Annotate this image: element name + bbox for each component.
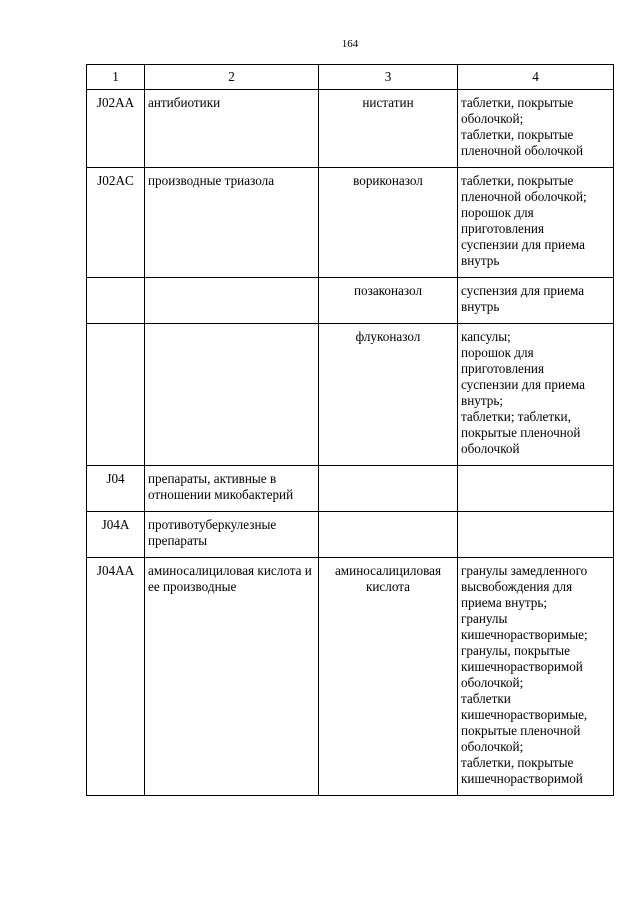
table-row <box>87 466 614 512</box>
column-header-2: 2 <box>145 65 319 90</box>
dosage-form-cell <box>458 466 614 512</box>
drug-name-cell: аминосалициловая кислота <box>319 558 458 796</box>
group-name-cell: аминосалициловая кислота и ее производные <box>145 558 319 796</box>
table-header-row <box>87 65 614 90</box>
drug-name-cell <box>319 466 458 512</box>
group-name-cell <box>145 324 319 466</box>
atc-code-cell <box>87 278 145 324</box>
atc-code-cell: J02AC <box>87 168 145 278</box>
atc-code-cell: J02AA <box>87 90 145 168</box>
column-header-4: 4 <box>458 65 614 90</box>
dosage-form-cell: гранулы замедленного высвобождения для приема внутрь; гранулы кишечнорастворимые; гранулы, покрытые кишечнорастворимой оболочкой; таблетки кишечнорастворимые, покрытые пленочной оболочкой; таблетки, покрытые кишечнорастворимой <box>458 558 614 796</box>
table-row <box>87 558 614 796</box>
drug-name-cell <box>319 512 458 558</box>
group-name-cell <box>145 278 319 324</box>
dosage-form-cell: таблетки, покрытые оболочкой; таблетки, покрытые пленочной оболочкой <box>458 90 614 168</box>
drug-name-cell: вориконазол <box>319 168 458 278</box>
page-number: 164 <box>341 38 359 50</box>
atc-code-cell <box>87 324 145 466</box>
group-name-cell: производные триазола <box>145 168 319 278</box>
table-row <box>87 168 614 278</box>
atc-code-cell: J04 <box>87 466 145 512</box>
dosage-form-cell: суспензия для приема внутрь <box>458 278 614 324</box>
table-row <box>87 90 614 168</box>
table-row <box>87 324 614 466</box>
table-row <box>87 512 614 558</box>
atc-code-cell: J04AA <box>87 558 145 796</box>
drug-name-cell: позаконазол <box>319 278 458 324</box>
dosage-form-cell <box>458 512 614 558</box>
column-header-1: 1 <box>87 65 145 90</box>
table-row <box>87 278 614 324</box>
atc-code-cell: J04A <box>87 512 145 558</box>
column-header-3: 3 <box>319 65 458 90</box>
group-name-cell: противотуберкулезные препараты <box>145 512 319 558</box>
dosage-form-cell: капсулы; порошок для приготовления суспензии для приема внутрь; таблетки; таблетки, покрытые пленочной оболочкой <box>458 324 614 466</box>
group-name-cell: препараты, активные в отношении микобактерий <box>145 466 319 512</box>
drug-table <box>86 64 614 796</box>
dosage-form-cell: таблетки, покрытые пленочной оболочкой; порошок для приготовления суспензии для приема внутрь <box>458 168 614 278</box>
drug-name-cell: нистатин <box>319 90 458 168</box>
group-name-cell: антибиотики <box>145 90 319 168</box>
drug-name-cell: флуконазол <box>319 324 458 466</box>
